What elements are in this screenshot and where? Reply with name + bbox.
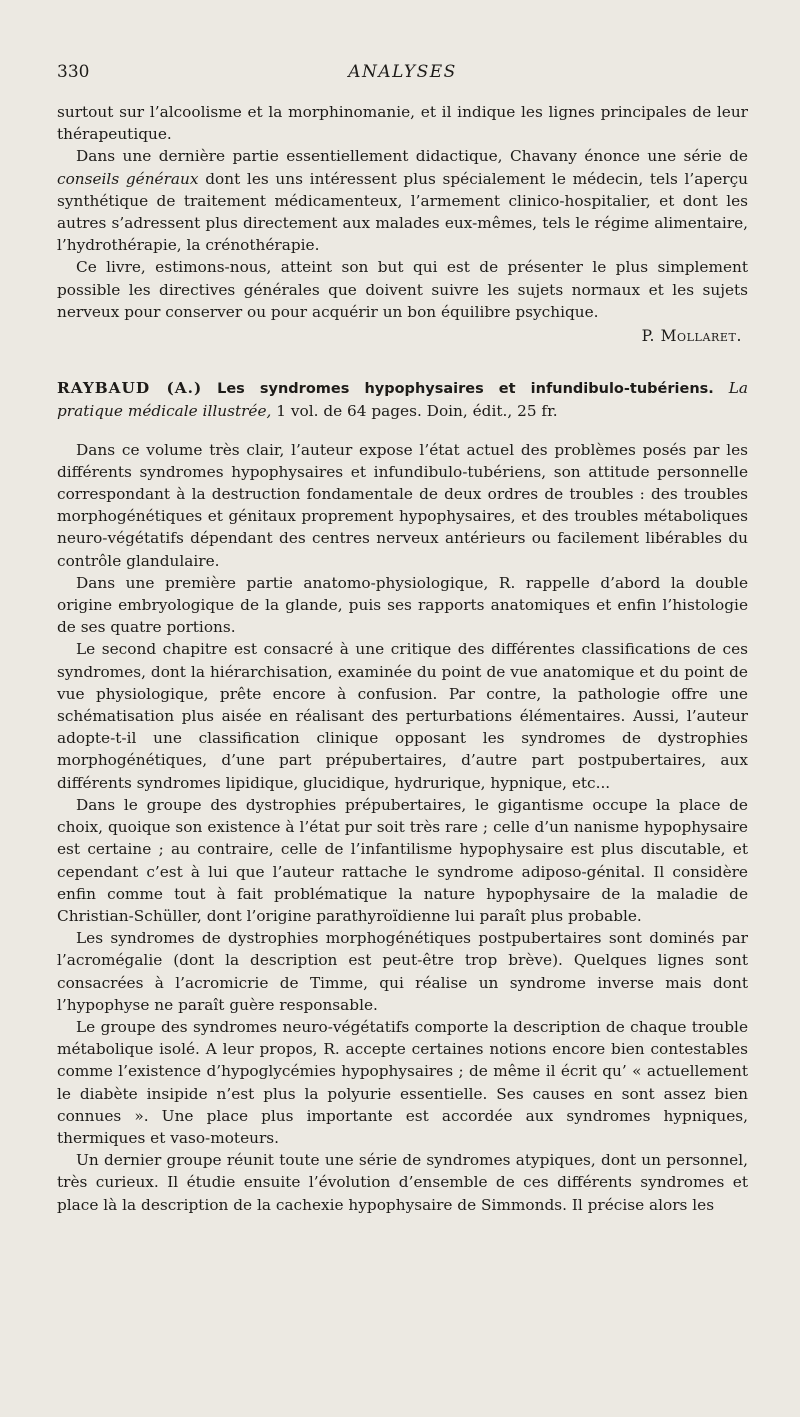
paragraph xyxy=(57,145,748,256)
paragraph-lead: Dans une dernière partie essentiellement didactique, Chavany énonce une série de xyxy=(76,147,748,166)
entry-main-line xyxy=(57,377,748,422)
paragraph-rest: dont les uns intéressent plus spécialement le médecin, tels l’aperçu synthétique de traitement médicamenteux, l’armement clinico-hospitalier, et dont les autres s’adressent plus directement aux malades eux-mêmes, tels le régime alimentaire, l’hydrothérapie, la crénothérapie. xyxy=(57,169,748,255)
paragraph: Dans une première partie anatomo-physiologique, R. rappelle d’abord la double origine embryologique de la glande, puis ses rapports anatomiques et enfin l’histologie de ses quatre portions. xyxy=(57,573,748,637)
paragraph: Les syndromes de dystrophies morphogénétiques postpubertaires sont dominés par l’acromégalie (dont la description est peut-être trop brève). Quelques lignes sont consacrées à l’acromicrie de Timme, qui réalise un syndrome inverse mais dont l’hypophyse ne paraît guère responsable. xyxy=(57,929,748,1014)
entry-title: Les syndromes hypophysaires et infundibulo-tubériens. xyxy=(217,381,714,398)
entry-series: La pratique médicale illustrée, xyxy=(57,379,748,421)
bibliographic-entry xyxy=(57,377,748,422)
italic-phrase: conseils généraux xyxy=(57,169,199,188)
paragraph: Le second chapitre est consacré à une critique des différentes classifications de ces syndromes, dont la hiérarchisation, examinée du point de vue anatomique et du point de vue physiologique, prête encore à confusion. Par contre, la pathologie offre une schématisation plus aisée en réalisant des perturbations élémentaires. Aussi, l’auteur adopte-t-il une classification clinique opposant les syndromes de dystrophies morphogénétiques, d’une part prépubertaires, d’autre part postpubertaires, aux différents syndromes lipidique, glucidique, hydrurique, hypnique, etc... xyxy=(57,640,748,792)
paragraph: Dans ce volume très clair, l’auteur expose l’état actuel des problèmes posés par les différents syndromes hypophysaires et infundibulo-tubériens, son attitude personnelle correspondant à la destruction fondamentale de deux ordres de troubles : des troubles morphogénétiques et génitaux proprement hypophysaires, et des troubles métaboliques neuro-végétatifs dépendant des centres nerveux antérieurs ou facilement libérables du contrôle glandulaire. xyxy=(57,440,748,570)
entry-author: RAYBAUD (A.) xyxy=(57,379,203,398)
entry-details: 1 vol. de 64 pages. Doin, édit., 25 fr. xyxy=(276,402,558,421)
review-raybaud xyxy=(57,377,748,1216)
page-header xyxy=(57,62,748,90)
paragraph: Le groupe des syndromes neuro-végétatifs comporte la description de chaque trouble métabolique isolé. A leur propos, R. accepte certaines notions encore bien contestables comme l’existence d’hypoglycémies hypophysaires ; de même il écrit qu’ « actuellement le diabète insipide n’est plus la polyurie essentielle. Ses causes en sont assez bien connues ». Une place plus importante est accordée aux syndromes hypniques, thermiques et vaso-moteurs. xyxy=(57,1017,748,1147)
paragraph: surtout sur l’alcoolisme et la morphinomanie, et il indique les lignes principales de leur thérapeutique. xyxy=(57,103,748,144)
review-chavany xyxy=(57,101,748,347)
paragraph: Ce livre, estimons-nous, atteint son but qui est de présenter le plus simplement possible les directives générales que doivent suivre les sujets normaux et les sujets nerveux pour conserver ou pour acquérir un bon équilibre psychique. xyxy=(57,258,748,321)
page-body xyxy=(57,101,748,1216)
page-number: 330 xyxy=(57,62,90,82)
paragraph: Un dernier groupe réunit toute une série de syndromes atypiques, dont un personnel, très curieux. Il étudie ensuite l’évolution d’ensemble de ces différents syndromes et place là la description de la cachexie hypophysaire de Simmonds. Il précise alors les xyxy=(57,1151,748,1214)
running-head: ANALYSES xyxy=(348,62,457,82)
reviewer-signature: P. Mollaret. xyxy=(641,327,742,346)
paragraph: Dans le groupe des dystrophies prépubertaires, le gigantisme occupe la place de choix, quoique son existence à l’état pur soit très rare ; celle d’un nanisme hypophysaire est certaine ; au contraire, celle de l’infantilisme hypophysaire est plus discutable, et cependant c’est à lui que l’auteur rattache le syndrome adiposo-génital. Il considère enfin comme tout à fait problématique la nature hypophysaire de la maladie de Christian-Schüller, dont l’origine parathyroïdienne lui paraît plus probable. xyxy=(57,795,748,925)
